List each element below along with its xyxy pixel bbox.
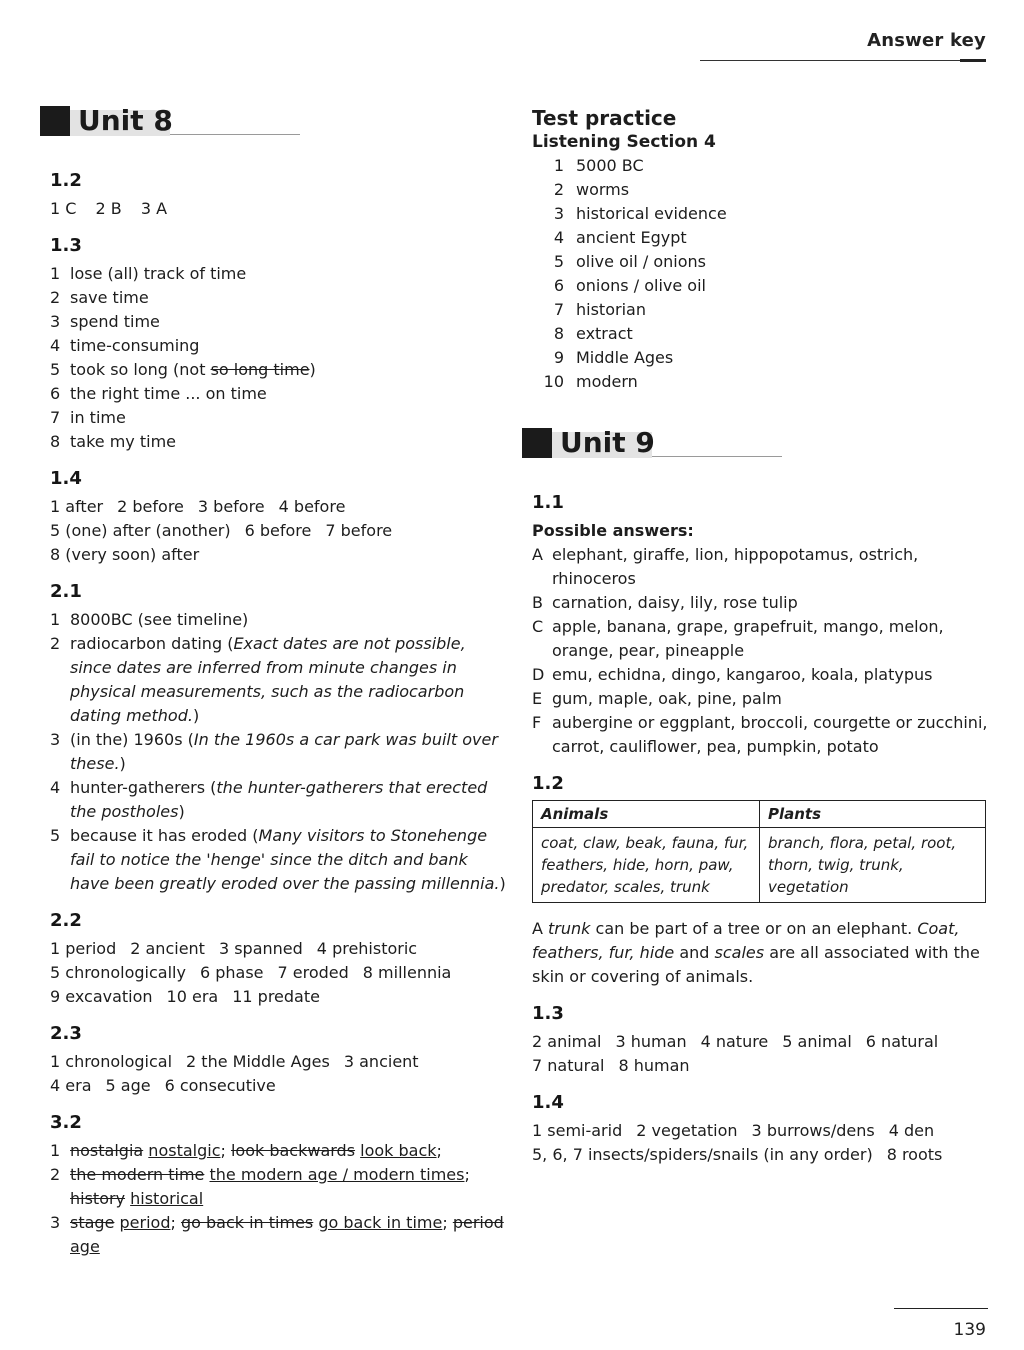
item-text-part: (in the) 1960s ( — [70, 730, 194, 749]
unit-title-rule — [652, 456, 782, 457]
struck-text: stage — [70, 1213, 115, 1232]
table-row — [533, 828, 986, 903]
item-letter: A — [532, 545, 543, 564]
list-item — [50, 310, 510, 334]
list-item — [50, 334, 510, 358]
answer-line — [50, 937, 510, 961]
corrected-text: look back — [360, 1141, 437, 1160]
answer-line — [532, 1054, 992, 1078]
item-text: modern — [576, 372, 638, 391]
answer: 3 before — [197, 497, 265, 516]
section-2-2 — [50, 910, 510, 1009]
separator: ; — [464, 1165, 470, 1184]
answer: 7 before — [325, 521, 393, 540]
item-text: 5000 BC — [576, 156, 644, 175]
answer: 4 nature — [700, 1032, 769, 1051]
answer: 8 millennia — [362, 963, 452, 982]
list-item — [50, 358, 510, 382]
list-item — [532, 274, 992, 298]
table-note — [532, 917, 992, 989]
list-item — [50, 286, 510, 310]
item-number: 10 — [543, 372, 564, 391]
item-number: 1 — [50, 610, 61, 629]
section-heading: 1.2 — [50, 170, 82, 191]
list-item — [50, 1211, 510, 1259]
separator: ; — [170, 1213, 181, 1232]
item-text — [70, 776, 510, 824]
struck-text: look backwards — [230, 1141, 356, 1160]
answer: 10 era — [166, 987, 219, 1006]
note-text: are all associated with the skin or covering of animals. — [532, 943, 980, 986]
answer: 1 period — [50, 939, 117, 958]
item-text: apple, banana, grape, grapefruit, mango, melon, orange, pear, pineapple — [552, 617, 944, 660]
table-header-row — [533, 801, 986, 828]
list-item — [532, 178, 992, 202]
answer: 3 human — [615, 1032, 687, 1051]
italic-explanation: the hunter-gatherers that erected the postholes — [70, 778, 488, 821]
table-cell-plants: branch, flora, petal, root, thorn, twig, trunk, vegetation — [760, 828, 986, 903]
item-number: 3 — [50, 1213, 61, 1232]
answer-line — [50, 985, 510, 1009]
section-1-2 — [50, 170, 510, 221]
item-text: time-consuming — [70, 336, 200, 355]
section-heading: 1.3 — [532, 1003, 564, 1024]
note-text: A — [532, 919, 549, 938]
list-item — [532, 250, 992, 274]
item-text-part: ) — [192, 706, 200, 725]
section-heading: 1.4 — [532, 1092, 564, 1113]
left-column — [50, 106, 510, 1273]
item-letter: F — [532, 713, 542, 732]
unit9-banner — [532, 428, 992, 460]
list-item — [50, 1163, 510, 1211]
item-number: 7 — [50, 408, 61, 427]
item-number: 2 — [50, 288, 61, 307]
answer: 6 before — [244, 521, 312, 540]
italic-explanation: Exact dates are not possible, since dates are inferred from minute changes in physical measurements, such as the radiocarbon dating method. — [70, 634, 466, 725]
section-heading: 2.1 — [50, 581, 82, 602]
item-text: spend time — [70, 312, 160, 331]
answer: 8 (very soon) after — [50, 545, 200, 564]
answer: 2 animal — [532, 1032, 602, 1051]
answer-line — [50, 495, 510, 519]
item-text-part: took so long (not — [70, 360, 211, 379]
test-practice-title: Test practice — [532, 106, 677, 130]
section-heading: 2.2 — [50, 910, 82, 931]
answer: 8 roots — [886, 1145, 943, 1164]
list-item — [532, 346, 992, 370]
item-letter: E — [532, 689, 543, 708]
list-item — [50, 406, 510, 430]
separator: ; — [442, 1213, 453, 1232]
item-text — [70, 1163, 510, 1211]
answer: 3 spanned — [218, 939, 303, 958]
right-column — [532, 106, 992, 1181]
list-item — [532, 591, 992, 615]
answer-line — [50, 1050, 510, 1074]
list-item — [50, 1139, 510, 1163]
table-cell-animals: coat, claw, beak, fauna, fur, feathers, hide, horn, paw, predator, scales, trunk — [533, 828, 760, 903]
list-item — [50, 824, 510, 896]
corrected-text: go back in time — [318, 1213, 443, 1232]
header-rule — [700, 60, 986, 61]
answer: 5, 6, 7 insects/spiders/snails (in any order) — [532, 1145, 873, 1164]
list-item — [50, 728, 510, 776]
answer: 4 before — [278, 497, 346, 516]
answer: 1 after — [50, 497, 104, 516]
italic-explanation: In the 1960s a car park was built over these. — [70, 730, 498, 773]
possible-answers-label: Possible answers: — [532, 521, 694, 540]
item-number: 2 — [50, 634, 61, 653]
answer: 8 human — [618, 1056, 690, 1075]
item-number: 1 — [50, 264, 61, 283]
table-header-plants: Plants — [760, 801, 986, 828]
item-text: take my time — [70, 432, 176, 451]
note-italic: scales — [714, 943, 765, 962]
item-text-part: ) — [309, 360, 316, 379]
item-letter: B — [532, 593, 543, 612]
unit8-title: Unit 8 — [78, 104, 173, 137]
item-number: 5 — [50, 826, 61, 845]
test-practice — [532, 106, 992, 394]
struck-text: history — [70, 1189, 126, 1208]
item-text: the right time ... on time — [70, 384, 267, 403]
item-text: gum, maple, oak, pine, palm — [552, 689, 782, 708]
answer: 2 ancient — [130, 939, 205, 958]
item-number: 3 — [50, 312, 61, 331]
unit9-title: Unit 9 — [560, 426, 655, 459]
item-text — [70, 1139, 510, 1163]
list-item — [50, 262, 510, 286]
answer: 3 A — [140, 199, 168, 218]
item-text — [70, 824, 510, 896]
struck-text: period — [452, 1213, 504, 1232]
item-text-part: ) — [119, 754, 126, 773]
section-2-1 — [50, 581, 510, 896]
struck-text: go back in times — [180, 1213, 314, 1232]
answer: 7 natural — [532, 1056, 605, 1075]
answer: 9 excavation — [50, 987, 153, 1006]
list-item — [532, 370, 992, 394]
answer: 5 age — [105, 1076, 151, 1095]
unit-marker-square — [522, 428, 552, 458]
answer: 5 chronologically — [50, 963, 186, 982]
struck-text: nostalgia — [70, 1141, 144, 1160]
answer: 4 era — [50, 1076, 92, 1095]
item-number: 6 — [50, 384, 61, 403]
answer: 11 predate — [232, 987, 320, 1006]
item-number: 4 — [553, 228, 564, 247]
item-text-part: radiocarbon dating ( — [70, 634, 234, 653]
list-item — [532, 663, 992, 687]
section-heading: 1.2 — [532, 773, 564, 794]
answer: 1 chronological — [50, 1052, 173, 1071]
item-text: worms — [576, 180, 630, 199]
category-table — [532, 800, 986, 903]
header-title: Answer key — [867, 30, 986, 51]
item-text: save time — [70, 288, 149, 307]
note-italic: trunk — [548, 919, 591, 938]
item-text-part: hunter-gatherers ( — [70, 778, 217, 797]
item-number: 2 — [553, 180, 564, 199]
item-number: 5 — [553, 252, 564, 271]
answer-line — [532, 1119, 992, 1143]
item-number: 5 — [50, 360, 61, 379]
section-1-3 — [50, 235, 510, 454]
item-text — [70, 1211, 510, 1259]
section-heading: 1.4 — [50, 468, 82, 489]
list-item — [50, 632, 510, 728]
answer-line — [50, 197, 510, 221]
list-item — [50, 776, 510, 824]
page-number: 139 — [953, 1320, 986, 1340]
list-item — [532, 615, 992, 663]
item-text: Middle Ages — [576, 348, 674, 367]
item-number: 1 — [50, 1141, 61, 1160]
answer-line — [50, 543, 510, 567]
item-text: onions / olive oil — [576, 276, 706, 295]
note-italic: Coat, feathers, fur, hide — [532, 919, 960, 962]
answer: 1 C — [50, 199, 77, 218]
list-item — [532, 202, 992, 226]
list-item — [532, 154, 992, 178]
separator: ; — [436, 1141, 442, 1160]
item-text: ancient Egypt — [576, 228, 687, 247]
answer-line — [532, 1143, 992, 1167]
list-item — [532, 711, 992, 759]
unit-title-rule — [170, 134, 300, 135]
item-text: emu, echidna, dingo, kangaroo, koala, platypus — [552, 665, 933, 684]
item-text: historian — [576, 300, 646, 319]
item-text: lose (all) track of time — [70, 264, 247, 283]
note-text: and — [674, 943, 715, 962]
list-item — [50, 430, 510, 454]
answer-line — [50, 961, 510, 985]
italic-explanation: Many visitors to Stonehenge fail to notice the 'henge' since the ditch and bank have been greatly eroded over the passing millennia. — [70, 826, 500, 893]
item-number: 6 — [553, 276, 564, 295]
unit8-banner — [50, 106, 510, 138]
section-heading: 1.1 — [532, 492, 564, 513]
item-text — [70, 632, 510, 728]
answer: 5 animal — [782, 1032, 852, 1051]
item-text: historical evidence — [576, 204, 727, 223]
section-3-2 — [50, 1112, 510, 1259]
answer: 7 eroded — [277, 963, 349, 982]
page-number-rule — [894, 1308, 988, 1309]
struck-text: so long time — [210, 360, 310, 379]
item-number: 4 — [50, 336, 61, 355]
item-number: 8 — [50, 432, 61, 451]
corrected-text: period — [119, 1213, 171, 1232]
answer: 4 prehistoric — [316, 939, 418, 958]
item-letter: D — [532, 665, 545, 684]
item-number: 8 — [553, 324, 564, 343]
item-text — [70, 728, 510, 776]
section-1-3-unit9 — [532, 1003, 992, 1078]
item-text-part: ) — [178, 802, 185, 821]
answer: 2 vegetation — [636, 1121, 738, 1140]
item-letter: C — [532, 617, 544, 636]
unit-marker-square — [40, 106, 70, 136]
answer-line — [50, 1074, 510, 1098]
list-item — [532, 226, 992, 250]
item-number: 4 — [50, 778, 61, 797]
section-heading: 2.3 — [50, 1023, 82, 1044]
answer: 4 den — [888, 1121, 935, 1140]
item-text: in time — [70, 408, 126, 427]
table-header-animals: Animals — [533, 801, 760, 828]
answer: 6 natural — [865, 1032, 939, 1051]
answer: 1 semi-arid — [532, 1121, 623, 1140]
answer-line — [50, 519, 510, 543]
item-number: 3 — [553, 204, 564, 223]
corrected-text: historical — [130, 1189, 204, 1208]
answer-line — [532, 1030, 992, 1054]
item-text: extract — [576, 324, 633, 343]
corrected-text: the modern age / modern times — [209, 1165, 465, 1184]
item-number: 1 — [553, 156, 564, 175]
header-rule-accent — [960, 59, 986, 62]
answer: 6 phase — [199, 963, 264, 982]
struck-text: the modern time — [70, 1165, 205, 1184]
item-text: 8000BC (see timeline) — [70, 610, 249, 629]
item-text: carnation, daisy, lily, rose tulip — [552, 593, 798, 612]
section-1-1 — [532, 492, 992, 759]
section-heading: 1.3 — [50, 235, 82, 256]
answer: 5 (one) after (another) — [50, 521, 231, 540]
section-1-2-unit9 — [532, 773, 992, 989]
test-practice-subtitle: Listening Section 4 — [532, 132, 716, 152]
item-text: elephant, giraffe, lion, hippopotamus, ostrich, rhinoceros — [552, 545, 919, 588]
item-number: 9 — [553, 348, 564, 367]
answer: 3 burrows/dens — [751, 1121, 875, 1140]
item-number: 3 — [50, 730, 61, 749]
answer: 2 before — [117, 497, 184, 516]
list-item — [50, 382, 510, 406]
item-text-part: because it has eroded ( — [70, 826, 259, 845]
list-item — [532, 298, 992, 322]
answer: 2 the Middle Ages — [186, 1052, 330, 1071]
list-item — [532, 687, 992, 711]
item-text: aubergine or eggplant, broccoli, courgette or zucchini, carrot, cauliflower, pea, pumpkin, potato — [552, 713, 988, 756]
answer: 2 B — [95, 199, 122, 218]
corrected-text: age — [70, 1237, 100, 1256]
corrected-text: nostalgic — [148, 1141, 221, 1160]
separator: ; — [220, 1141, 231, 1160]
item-number: 2 — [50, 1165, 61, 1184]
note-text: can be part of a tree or on an elephant. — [590, 919, 918, 938]
section-2-3 — [50, 1023, 510, 1098]
list-item — [532, 543, 992, 591]
list-item — [50, 608, 510, 632]
item-text — [70, 358, 510, 382]
item-text: olive oil / onions — [576, 252, 706, 271]
answer: 6 consecutive — [164, 1076, 276, 1095]
item-text-part: ) — [499, 874, 506, 893]
list-item — [532, 322, 992, 346]
item-number: 7 — [553, 300, 564, 319]
section-1-4 — [50, 468, 510, 567]
answer: 3 ancient — [343, 1052, 419, 1071]
section-heading: 3.2 — [50, 1112, 82, 1133]
section-1-4-unit9 — [532, 1092, 992, 1167]
